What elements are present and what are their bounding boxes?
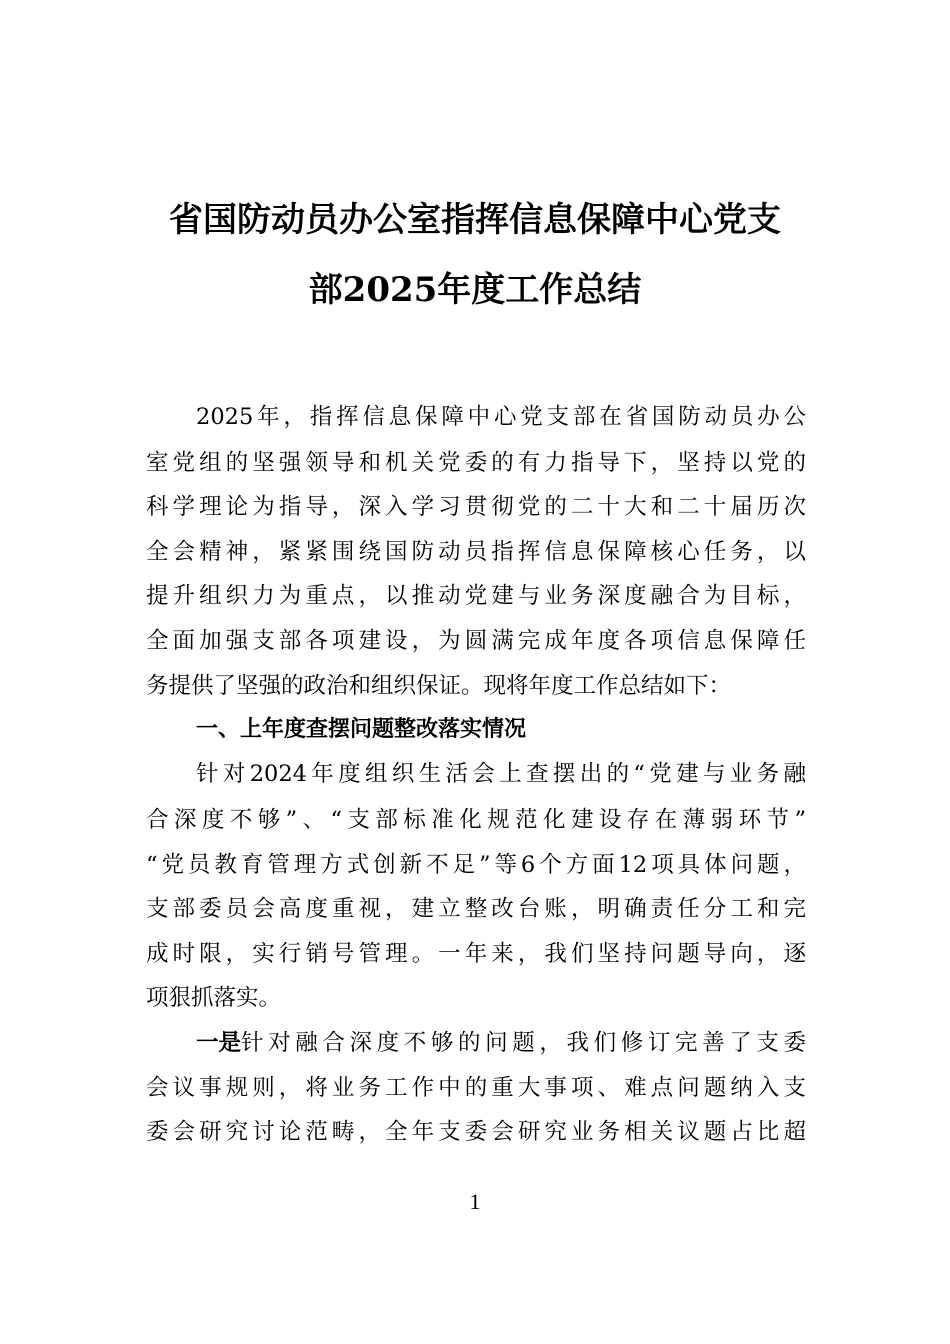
paragraph-3-first-line bbox=[196, 1027, 806, 1059]
paragraph-1-line: 2025年，指挥信息保障中心党支部在省国防动员办公 bbox=[196, 404, 806, 430]
document-title-line-2: 部2025年度工作总结 bbox=[308, 270, 642, 310]
paragraph-3-lead: 一是 bbox=[196, 1030, 242, 1056]
paragraph-1-line: 提升组织力为重点，以推动党建与业务深度融合为目标， bbox=[146, 583, 806, 609]
paragraph-1-line: 全面加强支部各项建设，为圆满完成年度各项信息保障任 bbox=[146, 628, 806, 654]
paragraph-2-line: 支部委员会高度重视，建立整改台账，明确责任分工和完 bbox=[146, 896, 806, 922]
paragraph-2-line: “党员教育管理方式创新不足”等6个方面12项具体问题， bbox=[146, 852, 806, 878]
paragraph-1-line: 室党组的坚强领导和机关党委的有力指导下，坚持以党的 bbox=[146, 450, 806, 476]
paragraph-3-line: 会议事规则，将业务工作中的重大事项、难点问题纳入支 bbox=[146, 1075, 806, 1101]
paragraph-2-line: 针对2024年度组织生活会上查摆出的“党建与业务融 bbox=[196, 761, 806, 787]
paragraph-3-line: 委会研究讨论范畴，全年支委会研究业务相关议题占比超 bbox=[146, 1119, 806, 1145]
paragraph-1-line: 全会精神，紧紧围绕国防动员指挥信息保障核心任务，以 bbox=[146, 539, 806, 565]
document-title-line-1: 省国防动员办公室指挥信息保障中心党支 bbox=[169, 200, 781, 240]
paragraph-2-line: 成时限，实行销号管理。一年来，我们坚持问题导向，逐 bbox=[146, 941, 806, 967]
paragraph-2-line: 项狠抓落实。 bbox=[146, 985, 282, 1011]
paragraph-3-line: 针对融合深度不够的问题，我们修订完善了支委 bbox=[241, 1030, 806, 1056]
section-heading: 一、上年度查摆问题整改落实情况 bbox=[196, 717, 527, 742]
paragraph-1-line: 科学理论为指导，深入学习贯彻党的二十大和二十届历次 bbox=[146, 494, 806, 520]
page-number: 1 bbox=[469, 1189, 481, 1214]
paragraph-1-line: 务提供了坚强的政治和组织保证。现将年度工作总结如下： bbox=[146, 673, 732, 699]
paragraph-2-line: 合深度不够”、“支部标准化规范化建设存在薄弱环节” bbox=[146, 807, 806, 833]
